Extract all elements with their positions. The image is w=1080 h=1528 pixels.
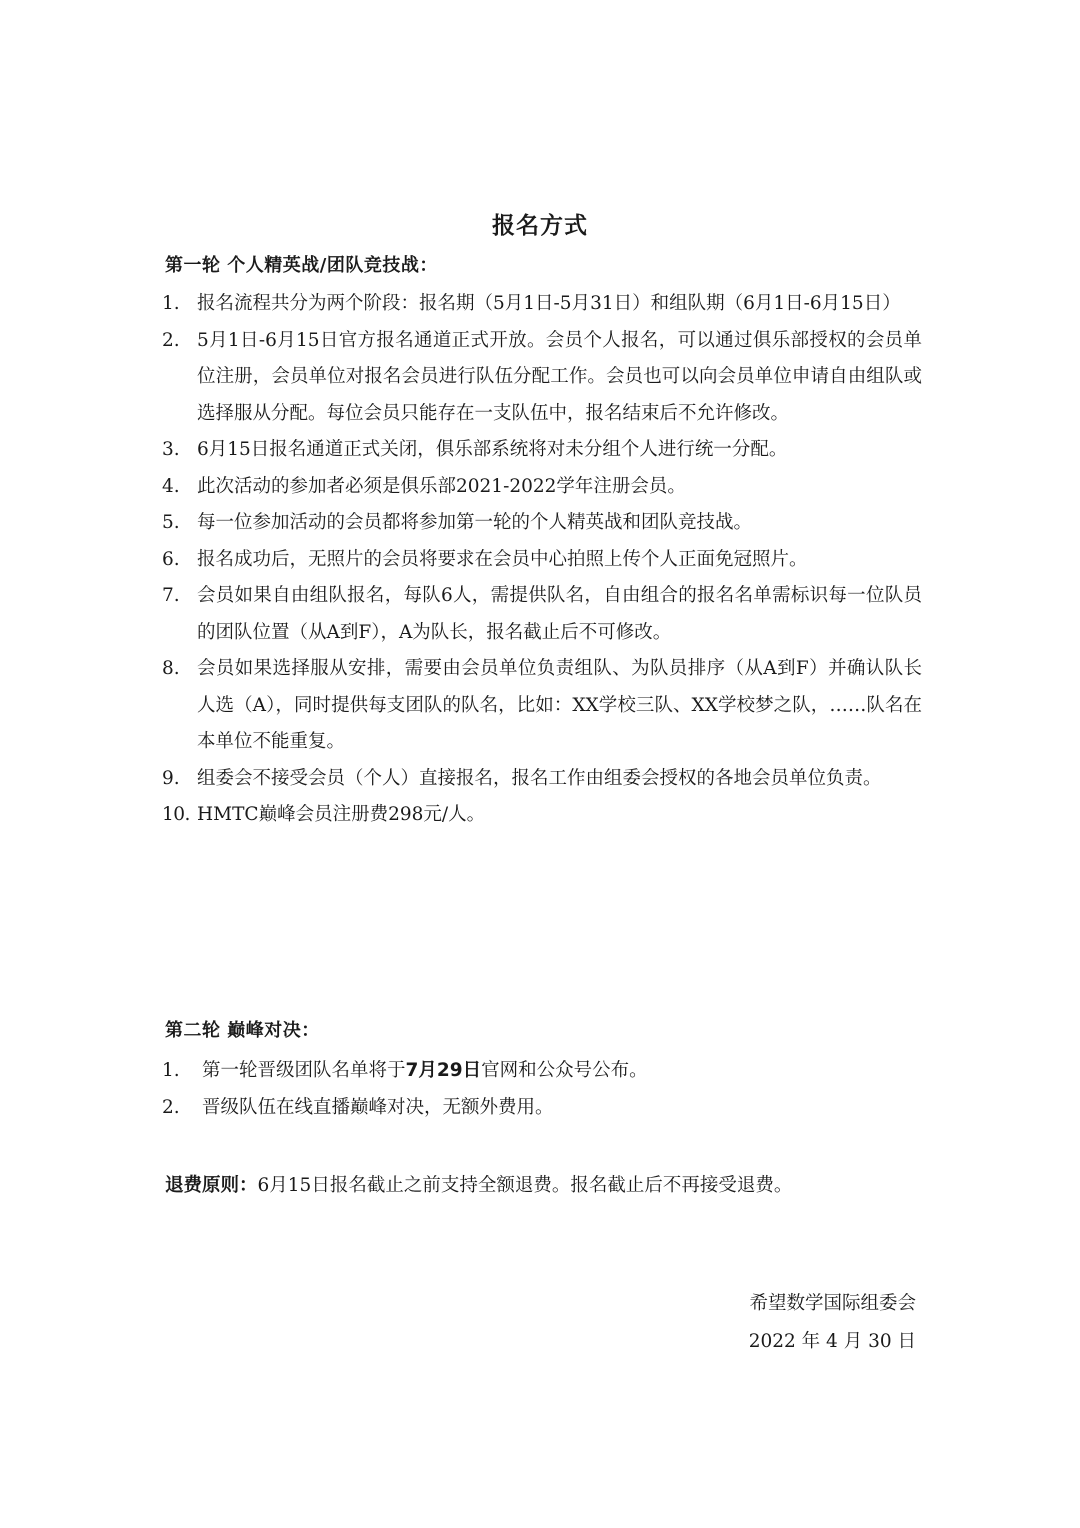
item-number: 1. bbox=[162, 293, 180, 314]
item-text: 组委会不接受会员（个人）直接报名，报名工作由组委会授权的各地会员单位负责。 bbox=[197, 767, 882, 789]
signature-org: 希望数学国际组委会 bbox=[749, 1293, 916, 1314]
item-text: 会员如果自由组队报名，每队6人，需提供队名，自由组合的报名名单需标识每一位队员的团队位置（从A到F），A为队长，报名截止后不可修改。 bbox=[197, 585, 922, 643]
item-number: 2. bbox=[162, 1096, 180, 1118]
list-item bbox=[162, 1090, 922, 1127]
round1-list bbox=[162, 286, 922, 834]
item-number: 4. bbox=[162, 475, 180, 497]
item-text: 5月1日-6月15日官方报名通道正式开放。会员个人报名，可以通过俱乐部授权的会员单位注册，会员单位对报名会员进行队伍分配工作。会员也可以向会员单位申请自由组队或选择服从分配。每位会员只能存在一支队伍中，报名结束后不允许修改。 bbox=[197, 329, 922, 424]
item-text bbox=[202, 1053, 922, 1090]
item-number: 8. bbox=[162, 658, 180, 679]
list-item bbox=[162, 323, 922, 433]
item-text: HMTC巅峰会员注册费298元/人。 bbox=[197, 804, 486, 825]
list-item bbox=[162, 578, 922, 651]
item-number: 3. bbox=[162, 439, 180, 460]
item-text-pre: 第一轮晋级团队名单将于 bbox=[202, 1060, 406, 1081]
item-text: 晋级队伍在线直播巅峰对决，无额外费用。 bbox=[202, 1096, 554, 1118]
item-text: 6月15日报名通道正式关闭，俱乐部系统将对未分组个人进行统一分配。 bbox=[197, 439, 788, 460]
round2-list bbox=[162, 1053, 922, 1126]
list-item bbox=[162, 1053, 922, 1090]
item-number: 6. bbox=[162, 548, 180, 570]
item-text-post: 官网和公众号公布。 bbox=[481, 1060, 648, 1081]
page-title: 报名方式 bbox=[492, 213, 588, 239]
list-item bbox=[162, 469, 922, 506]
item-number: 1. bbox=[162, 1060, 180, 1081]
list-item bbox=[162, 761, 922, 798]
list-item bbox=[162, 286, 922, 323]
list-item bbox=[162, 797, 922, 834]
refund-label: 退费原则： bbox=[165, 1175, 258, 1196]
item-text: 报名成功后，无照片的会员将要求在会员中心拍照上传个人正面免冠照片。 bbox=[197, 548, 808, 570]
item-number: 9. bbox=[162, 767, 180, 789]
item-text: 此次活动的参加者必须是俱乐部2021-2022学年注册会员。 bbox=[197, 475, 686, 497]
item-text: 每一位参加活动的会员都将参加第一轮的个人精英战和团队竞技战。 bbox=[197, 512, 753, 533]
list-item bbox=[162, 505, 922, 542]
item-number: 7. bbox=[162, 585, 180, 606]
item-number: 2. bbox=[162, 329, 180, 351]
item-text: 会员如果选择服从安排，需要由会员单位负责组队、为队员排序（从A到F）并确认队长人选（A），同时提供每支团队的队名，比如：XX学校三队、XX学校梦之队，……队名在本单位不能重复。 bbox=[197, 658, 922, 752]
round1-heading: 第一轮 个人精英战/团队竞技战： bbox=[165, 255, 438, 276]
refund-policy bbox=[165, 1168, 925, 1204]
item-number: 5. bbox=[162, 512, 180, 533]
announce-date: 7月29日 bbox=[405, 1060, 482, 1081]
item-number: 10. bbox=[162, 804, 190, 825]
list-item bbox=[162, 432, 922, 469]
list-item bbox=[162, 542, 922, 579]
signature-date: 2022 年 4 月 30 日 bbox=[748, 1331, 916, 1352]
list-item bbox=[162, 651, 922, 761]
refund-text: 6月15日报名截止之前支持全额退费。报名截止后不再接受退费。 bbox=[257, 1175, 793, 1196]
round2-heading: 第二轮 巅峰对决： bbox=[165, 1020, 320, 1041]
item-text: 报名流程共分为两个阶段：报名期（5月1日-5月31日）和组队期（6月1日-6月15日） bbox=[197, 293, 901, 314]
